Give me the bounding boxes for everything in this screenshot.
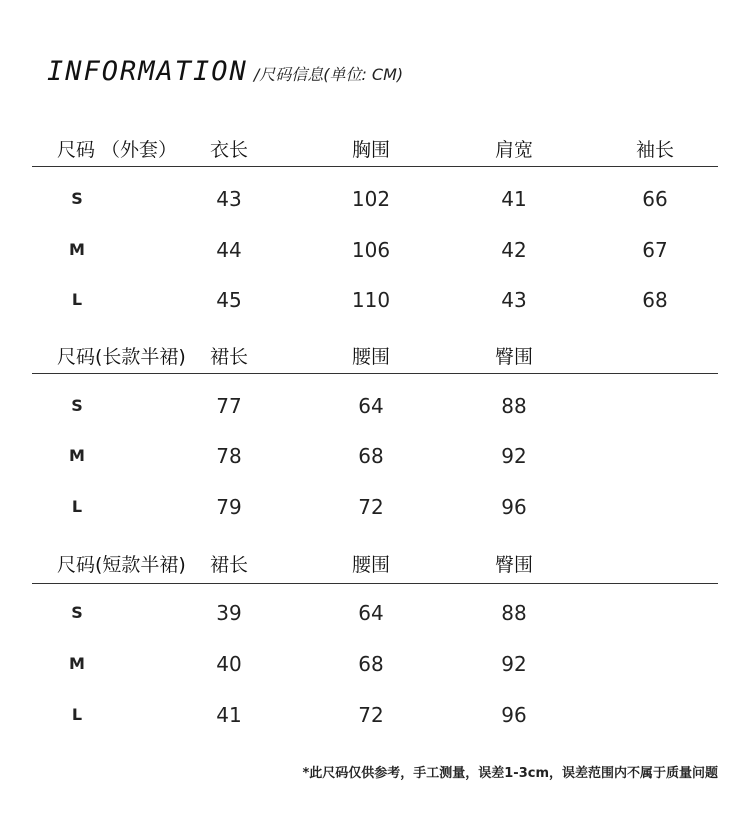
section-header	[0, 342, 750, 372]
table-cell: 41	[501, 187, 527, 211]
column-header: 腰围	[351, 346, 391, 368]
title-subtitle: /尺码信息(单位: CM)	[253, 65, 404, 84]
table-cell: 96	[501, 703, 527, 727]
table-row	[0, 495, 750, 525]
table-row	[0, 652, 750, 682]
table-cell: 44	[216, 238, 242, 262]
section-header	[0, 135, 750, 165]
table-cell: 88	[501, 394, 527, 418]
title-main: INFORMATION	[47, 56, 248, 87]
section-label: 尺码 （外套）	[57, 139, 178, 161]
table-cell: 41	[216, 703, 242, 727]
table-cell: 68	[642, 288, 668, 312]
column-header: 裙长	[209, 346, 249, 368]
table-cell: 68	[358, 652, 384, 676]
column-header: 袖长	[635, 139, 675, 161]
table-cell: 110	[351, 288, 391, 312]
size-label: L	[71, 497, 83, 516]
size-label: M	[69, 240, 85, 259]
table-cell: 88	[501, 601, 527, 625]
header-divider	[32, 166, 718, 167]
table-cell: 64	[358, 601, 384, 625]
table-row	[0, 703, 750, 733]
table-row	[0, 187, 750, 217]
table-row	[0, 394, 750, 424]
table-cell: 72	[358, 495, 384, 519]
table-cell: 43	[501, 288, 527, 312]
table-cell: 64	[358, 394, 384, 418]
table-row	[0, 288, 750, 318]
section-header	[0, 550, 750, 580]
table-cell: 77	[216, 394, 242, 418]
table-cell: 68	[358, 444, 384, 468]
column-header: 胸围	[351, 139, 391, 161]
column-header: 臀围	[494, 554, 534, 576]
table-cell: 106	[351, 238, 391, 262]
header-divider	[32, 583, 718, 584]
size-label: S	[71, 603, 83, 622]
size-label: L	[71, 290, 83, 309]
table-cell: 40	[216, 652, 242, 676]
table-cell: 96	[501, 495, 527, 519]
table-cell: 78	[216, 444, 242, 468]
table-cell: 66	[642, 187, 668, 211]
table-row	[0, 238, 750, 268]
column-header: 衣长	[209, 139, 249, 161]
size-label: M	[69, 446, 85, 465]
table-cell: 43	[216, 187, 242, 211]
column-header: 臀围	[494, 346, 534, 368]
column-header: 腰围	[351, 554, 391, 576]
table-cell: 67	[642, 238, 668, 262]
table-cell: 102	[351, 187, 391, 211]
table-cell: 72	[358, 703, 384, 727]
table-cell: 45	[216, 288, 242, 312]
table-cell: 39	[216, 601, 242, 625]
table-row	[0, 601, 750, 631]
column-header: 裙长	[209, 554, 249, 576]
footnote: *此尺码仅供参考，手工测量，误差1-3cm，误差范围内不属于质量问题	[302, 766, 718, 781]
table-cell: 92	[501, 652, 527, 676]
page-title	[47, 56, 403, 87]
size-label: S	[71, 189, 83, 208]
size-label: M	[69, 654, 85, 673]
size-label: L	[71, 705, 83, 724]
table-row	[0, 444, 750, 474]
section-label: 尺码(短款半裙)	[57, 554, 186, 576]
table-cell: 92	[501, 444, 527, 468]
section-label: 尺码(长款半裙)	[57, 346, 186, 368]
header-divider	[32, 373, 718, 374]
table-cell: 42	[501, 238, 527, 262]
size-label: S	[71, 396, 83, 415]
table-cell: 79	[216, 495, 242, 519]
column-header: 肩宽	[494, 139, 534, 161]
